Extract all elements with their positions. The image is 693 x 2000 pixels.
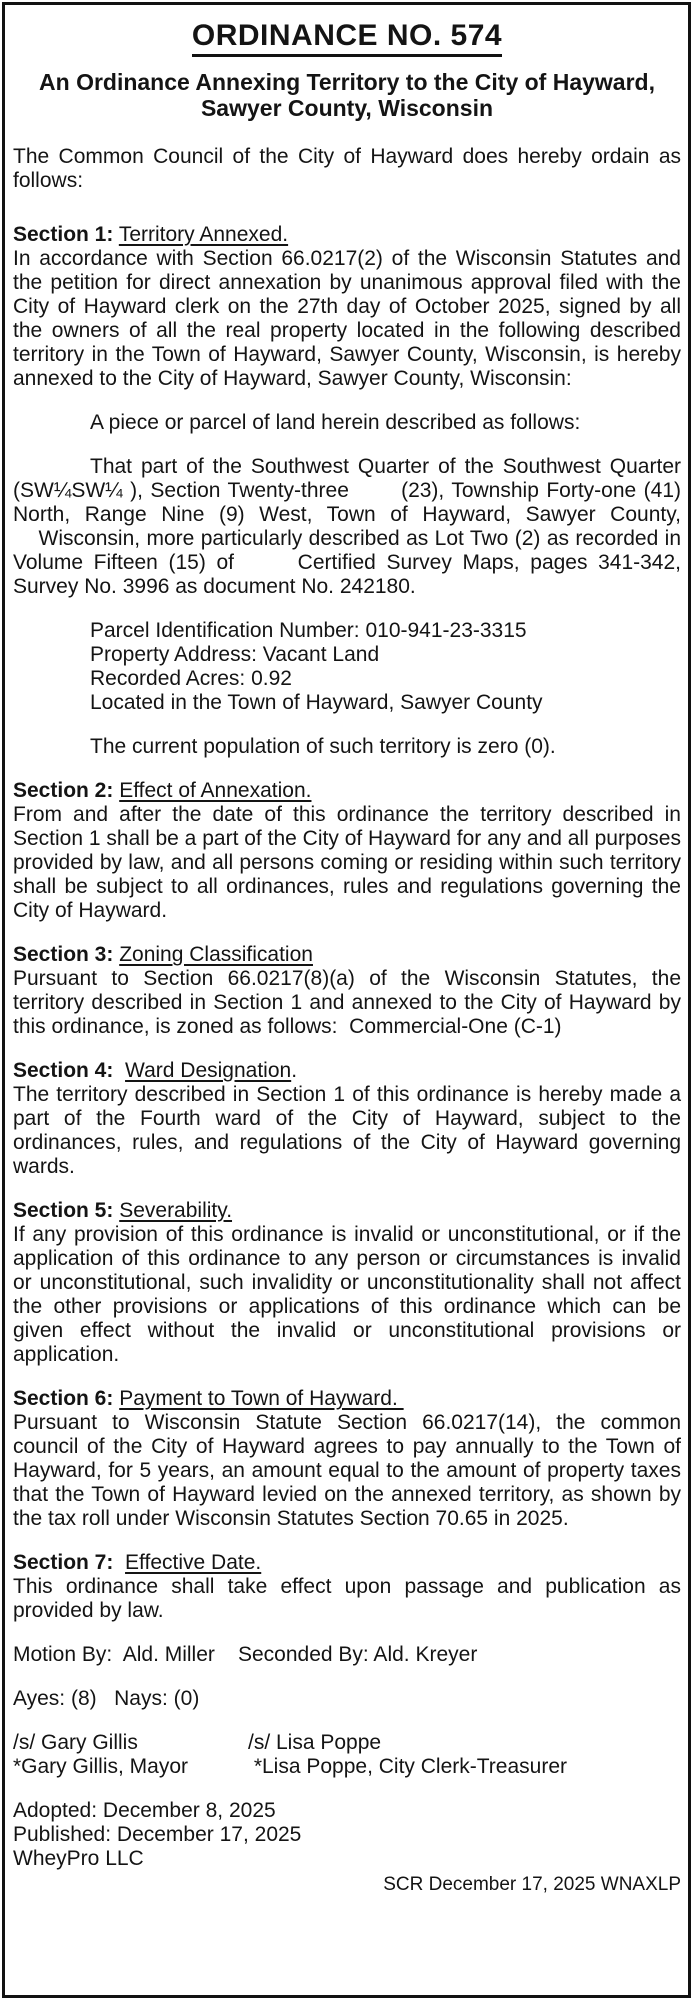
- section-6-title: Payment to Town of Hayward.: [119, 1387, 404, 1410]
- clerk-name-title: *Lisa Poppe, City Clerk-Treasurer: [248, 1755, 567, 1778]
- signature-line-1: [13, 1731, 681, 1755]
- section-1-number: Section 1:: [13, 223, 114, 246]
- section-3-number: Section 3:: [13, 943, 114, 966]
- section-6-number: Section 6:: [13, 1387, 114, 1410]
- ordinance-title-text: ORDINANCE NO. 574: [192, 19, 502, 57]
- section-4-title-after: .: [291, 1059, 298, 1082]
- section-2-body: From and after the date of this ordinance the territory described in Section 1 shall be a part of the City of Hayward for any and all purposes provided by law, and all persons coming or residing within such territory shall be subject to all ordinances, rules and regulations governing the City of Hayward.: [13, 803, 681, 922]
- section-4-body: The territory described in Section 1 of this ordinance is hereby made a part of the Fourth ward of the City of Hayward, subject to the ordinances, rules, and regulations of the City of Hayward governing wards.: [13, 1083, 681, 1178]
- parcel-details: [90, 619, 681, 715]
- ordinance-subtitle-line1: An Ordinance Annexing Territory to the City of Hayward,: [39, 69, 655, 95]
- seconded-by: Seconded By: Ald. Kreyer: [238, 1643, 478, 1666]
- section-7: [13, 1551, 681, 1623]
- votes-row: Ayes: (8) Nays: (0): [13, 1687, 200, 1710]
- section-5-body: If any provision of this ordinance is invalid or unconstitutional, or if the application of this ordinance to any person or circumstances is invalid or unconstitutional, such invalidity or unconstitutionality shall not affect the other provisions or applications of this ordinance which can be given effect without the invalid or unconstitutional provisions or application.: [13, 1223, 681, 1366]
- section-4-heading: [13, 1059, 681, 1083]
- parcel-intro: A piece or parcel of land herein described as follows:: [90, 411, 581, 434]
- signature-block: [13, 1731, 681, 1779]
- section-7-heading: [13, 1551, 681, 1575]
- publisher-name: WheyPro LLC: [13, 1847, 144, 1870]
- section-6-body: Pursuant to Wisconsin Statute Section 66.0217(14), the common council of the City of Hayward agrees to pay annually to the Town of Hayward, for 5 years, an amount equal to the amount of property taxes that the Town of Hayward levied on the annexed territory, as shown by the tax roll under Wisconsin Statutes Section 70.65 in 2025.: [13, 1411, 681, 1530]
- section-5: [13, 1199, 681, 1367]
- section-3-heading: [13, 943, 681, 967]
- section-6: [13, 1387, 681, 1531]
- section-4-title: Ward Designation: [125, 1059, 292, 1082]
- ordinance-subtitle: [13, 69, 681, 121]
- ordinance-title: [13, 19, 681, 53]
- section-3: [13, 943, 681, 1039]
- section-6-heading: [13, 1387, 681, 1411]
- intro-paragraph: The Common Council of the City of Hayward does hereby ordain as follows:: [13, 145, 681, 192]
- section-2-heading: [13, 779, 681, 803]
- motion-row: [13, 1643, 681, 1667]
- property-address: Property Address: Vacant Land: [90, 643, 380, 666]
- adopted-date: Adopted: December 8, 2025: [13, 1799, 276, 1822]
- section-7-title: Effective Date.: [125, 1551, 262, 1574]
- clerk-signature: /s/ Lisa Poppe: [248, 1731, 382, 1754]
- ordinance-subtitle-line2: Sawyer County, Wisconsin: [200, 95, 494, 121]
- section-1: [13, 223, 681, 391]
- section-5-title: Severability.: [119, 1199, 233, 1222]
- section-4-number: Section 4:: [13, 1059, 120, 1082]
- legal-description: That part of the Southwest Quarter of the Southwest Quarter (SW¼SW¼ ), Section Twenty-three (23), Township Forty-one (41) North, Range Nine (9) West, Town of Hayward, Sawyer County, Wisconsin, more particularly described as Lot Two (2) as recorded in Volume Fifteen (15) of Certified Survey Maps, pages 341-342, Survey No. 3996 as document No. 242180.: [13, 455, 681, 598]
- motion-by: Motion By: Ald. Miller: [13, 1643, 215, 1666]
- section-5-heading: [13, 1199, 681, 1223]
- parcel-id: Parcel Identification Number: 010-941-23-3315: [90, 619, 527, 642]
- mayor-name-title: *Gary Gillis, Mayor: [13, 1755, 189, 1778]
- section-3-body: Pursuant to Section 66.0217(8)(a) of the Wisconsin Statutes, the territory described in Section 1 and annexed to the City of Hayward by this ordinance, is zoned as follows: Commercial-One (C-1): [13, 967, 681, 1038]
- section-1-heading: [13, 223, 681, 247]
- parcel-location: Located in the Town of Hayward, Sawyer County: [90, 691, 543, 714]
- signature-line-2: [13, 1755, 681, 1779]
- population-statement: The current population of such territory is zero (0).: [90, 735, 556, 758]
- section-4: [13, 1059, 681, 1179]
- publication-footer: SCR December 17, 2025 WNAXLP: [383, 1874, 681, 1895]
- section-7-number: Section 7:: [13, 1551, 120, 1574]
- section-3-title: Zoning Classification: [119, 943, 313, 966]
- section-5-number: Section 5:: [13, 1199, 114, 1222]
- section-2-number: Section 2:: [13, 779, 114, 802]
- section-1-body: In accordance with Section 66.0217(2) of the Wisconsin Statutes and the petition for direct annexation by unanimous approval filed with the City of Hayward clerk on the 27th day of October 2025, signed by all the owners of all the real property located in the following described territory in the Town of Hayward, Sawyer County, Wisconsin, is hereby annexed to the City of Hayward, Sawyer County, Wisconsin:: [13, 247, 681, 390]
- mayor-signature: /s/ Gary Gillis: [13, 1731, 138, 1754]
- section-7-body: This ordinance shall take effect upon passage and publication as provided by law.: [13, 1575, 681, 1622]
- section-2: [13, 779, 681, 923]
- recorded-acres: Recorded Acres: 0.92: [90, 667, 292, 690]
- adoption-block: [13, 1799, 681, 1871]
- published-date: Published: December 17, 2025: [13, 1823, 302, 1846]
- section-2-title: Effect of Annexation.: [119, 779, 312, 802]
- section-1-title: Territory Annexed.: [118, 223, 289, 246]
- legal-notice-page: [2, 2, 691, 1998]
